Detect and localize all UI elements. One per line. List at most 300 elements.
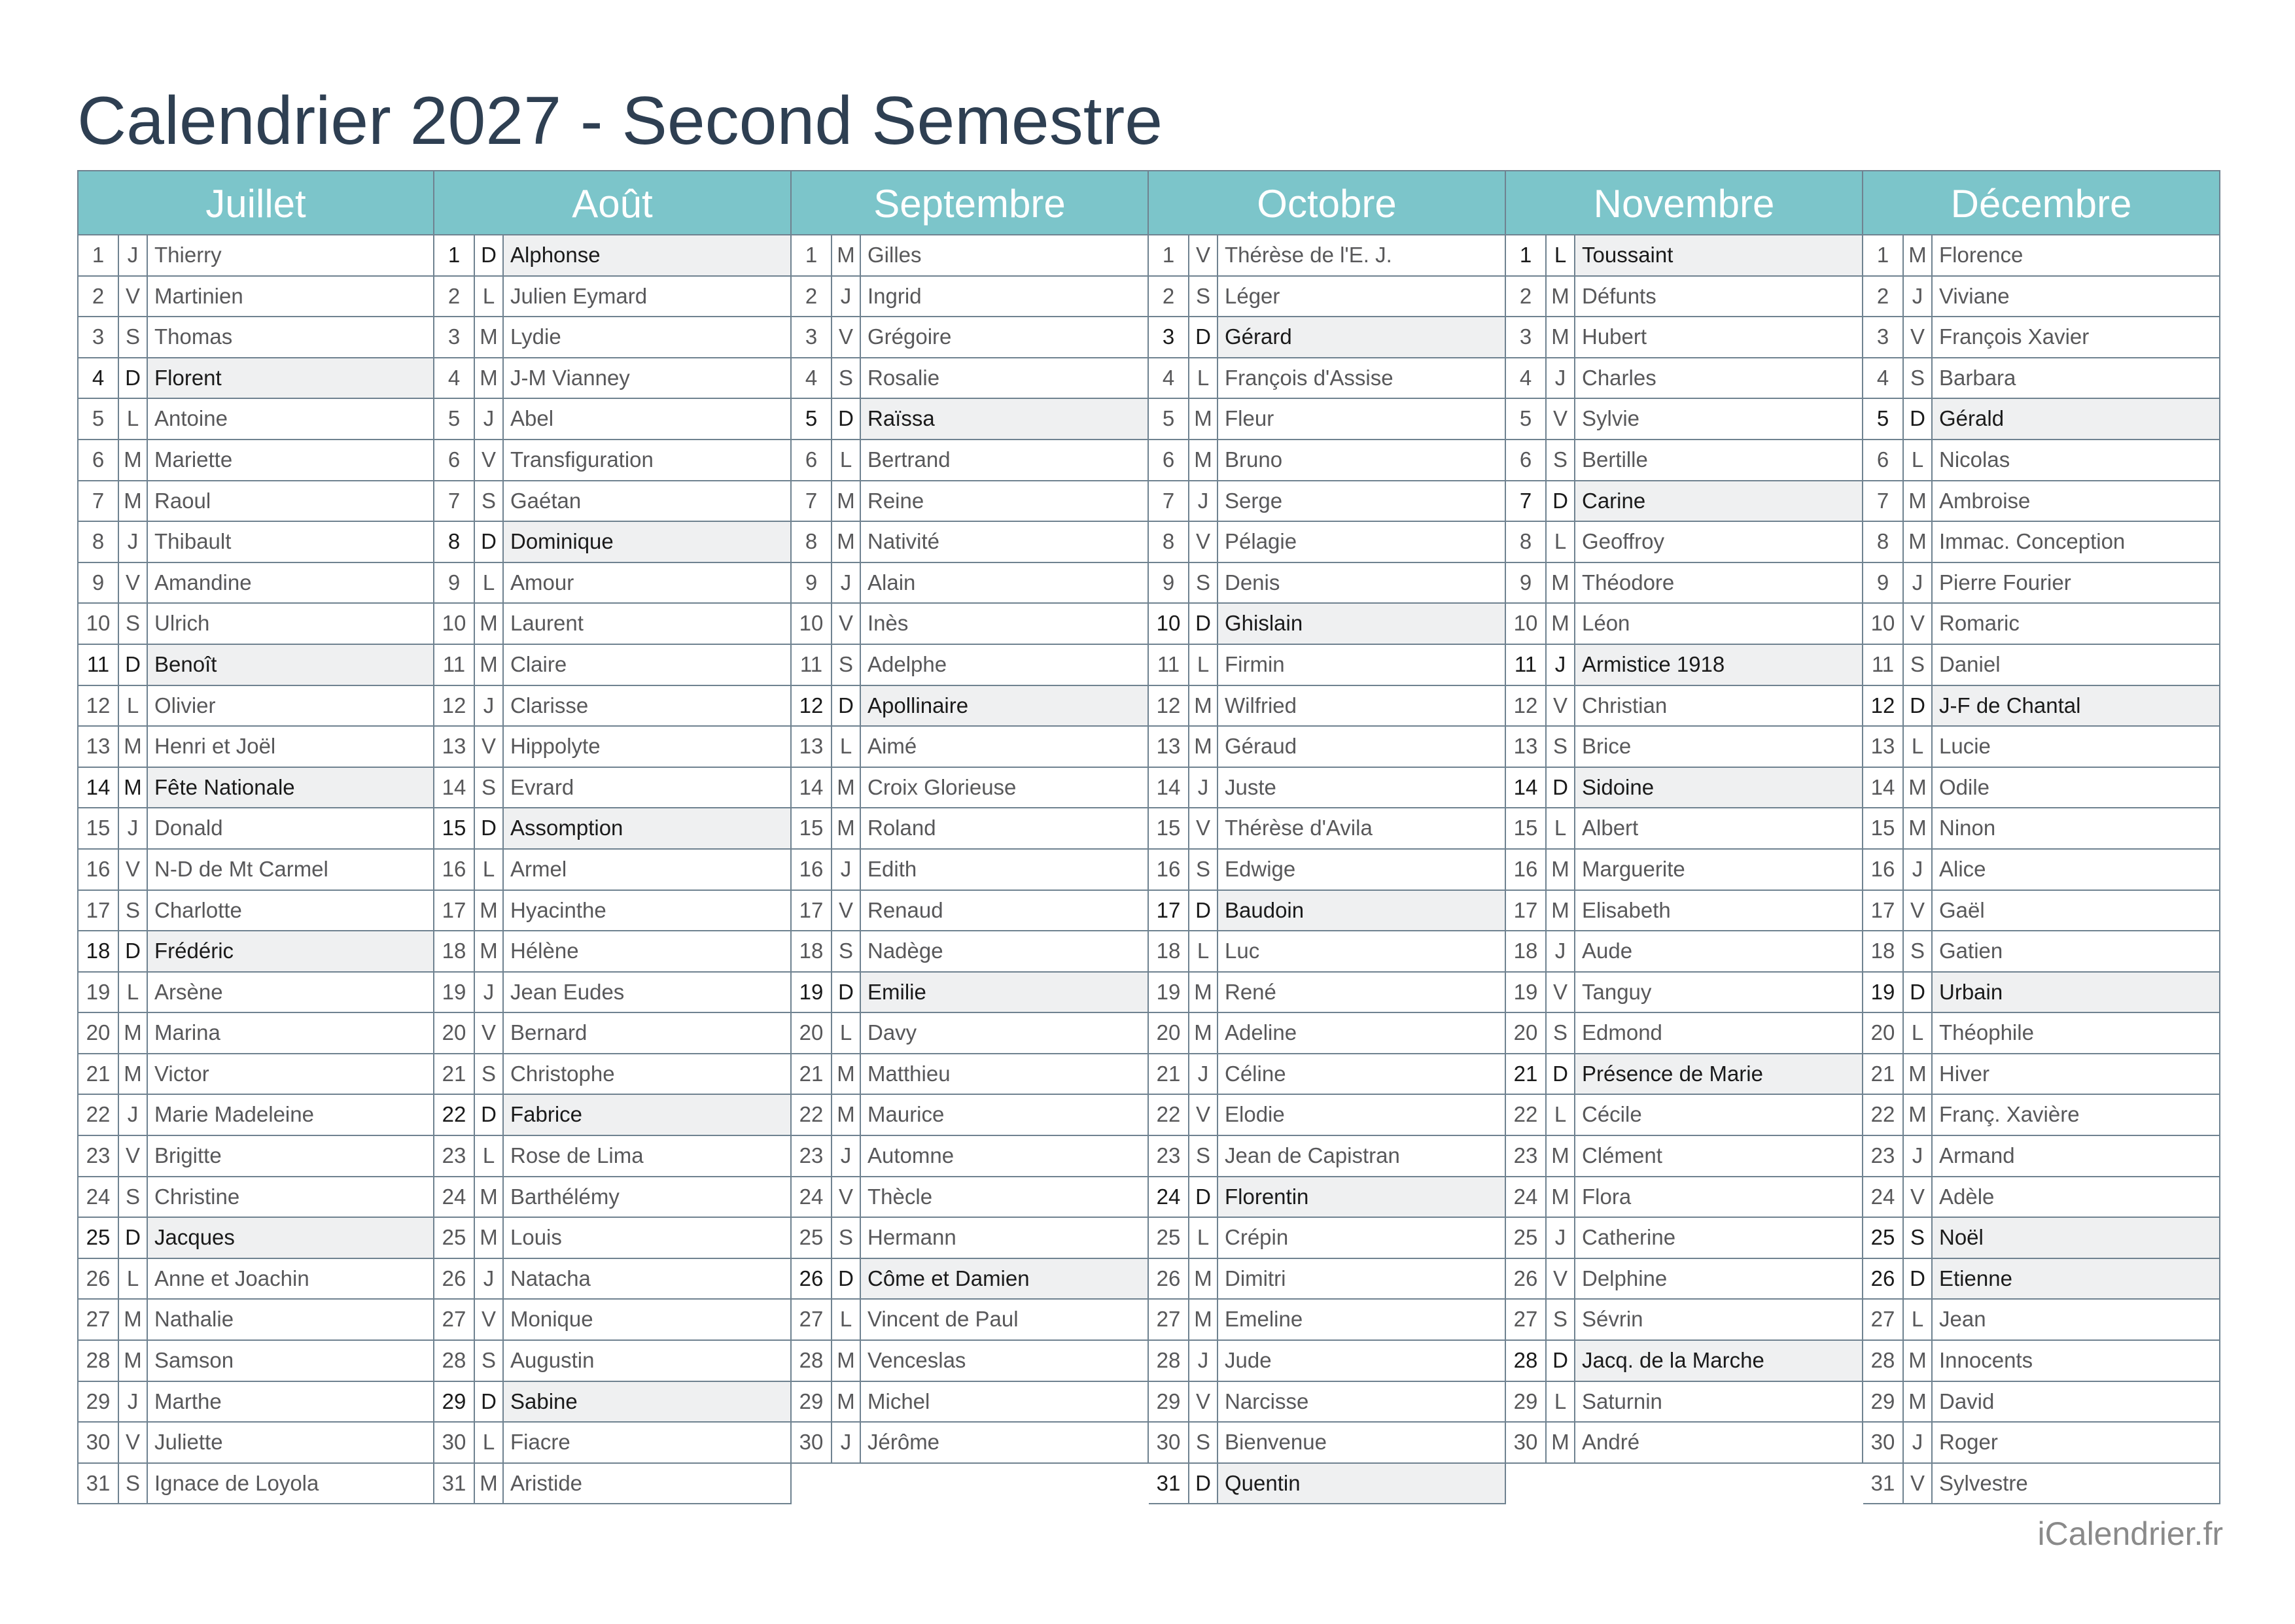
weekday-letter: M <box>475 645 504 685</box>
saint-name: Côme et Damien <box>867 1266 1030 1290</box>
day-row <box>1863 686 2220 727</box>
day-row <box>77 686 434 727</box>
weekday-letter: L <box>1904 440 1933 480</box>
weekday-letter: M <box>1547 1177 1575 1217</box>
day-row <box>77 563 434 604</box>
day-row <box>792 850 1149 891</box>
day-row <box>1863 481 2220 523</box>
weekday-letter: L <box>832 727 861 767</box>
saint-name: Matthieu <box>867 1061 951 1086</box>
day-row <box>1863 1300 2220 1341</box>
weekday-letter: V <box>1547 1259 1575 1299</box>
day-number: 30 <box>434 1423 475 1462</box>
day-number: 2 <box>434 277 475 317</box>
day-number: 21 <box>1863 1054 1904 1094</box>
day-number: 9 <box>434 563 475 603</box>
weekday-letter: M <box>475 891 504 931</box>
weekday-letter: S <box>119 891 148 931</box>
day-number: 14 <box>792 768 832 808</box>
day-row <box>1863 808 2220 850</box>
saint-name: Franç. Xavière <box>1939 1102 2080 1127</box>
weekday-letter: M <box>1904 1341 1933 1381</box>
day-row <box>77 1382 434 1423</box>
day-row <box>1149 1423 1506 1464</box>
saint-name: David <box>1939 1389 1995 1413</box>
day-row <box>1506 277 1863 318</box>
weekday-letter: M <box>1189 686 1218 726</box>
day-number: 27 <box>79 1300 119 1339</box>
saint-name: Adèle <box>1939 1184 1995 1209</box>
weekday-letter: D <box>832 399 861 439</box>
day-number: 4 <box>79 358 119 398</box>
weekday-letter: V <box>1189 1095 1218 1135</box>
saint-name: Raoul <box>154 488 211 513</box>
saint-name: Renaud <box>867 897 943 922</box>
day-row <box>1506 604 1863 645</box>
saint-name: Edith <box>867 856 917 881</box>
weekday-letter: S <box>1547 727 1575 767</box>
saint-name: Olivier <box>154 693 216 717</box>
day-number: 8 <box>79 522 119 562</box>
saint-name: Thierry <box>154 243 222 267</box>
weekday-letter: M <box>1904 481 1933 521</box>
saint-name: Florence <box>1939 243 2023 267</box>
day-number: 20 <box>1863 1013 1904 1053</box>
day-number: 11 <box>792 645 832 685</box>
day-row <box>792 1341 1149 1382</box>
day-row <box>1506 317 1863 358</box>
day-row <box>1863 1095 2220 1136</box>
weekday-letter: S <box>1189 563 1218 603</box>
day-number: 26 <box>1149 1259 1189 1299</box>
saint-name: Jean Eudes <box>510 979 625 1004</box>
day-row <box>792 563 1149 604</box>
weekday-letter: M <box>1189 1013 1218 1053</box>
day-number: 9 <box>1863 563 1904 603</box>
weekday-letter: D <box>1189 317 1218 357</box>
weekday-letter: V <box>1189 1382 1218 1422</box>
day-row <box>1149 277 1506 318</box>
day-row <box>1506 808 1863 850</box>
weekday-letter: M <box>1904 768 1933 808</box>
day-row <box>1863 317 2220 358</box>
day-number: 18 <box>79 931 119 971</box>
day-number: 18 <box>434 931 475 971</box>
day-row <box>77 645 434 686</box>
day-number: 20 <box>1506 1013 1547 1053</box>
saint-name: Alphonse <box>510 243 601 267</box>
day-number: 24 <box>1506 1177 1547 1217</box>
day-number: 12 <box>1149 686 1189 726</box>
day-row <box>1863 891 2220 932</box>
day-number: 19 <box>1863 973 1904 1012</box>
day-number: 7 <box>1506 481 1547 521</box>
weekday-letter: M <box>832 1341 861 1381</box>
day-number: 16 <box>1506 850 1547 890</box>
weekday-letter: M <box>1189 1300 1218 1339</box>
day-row <box>1149 850 1506 891</box>
saint-name: Assomption <box>510 816 623 840</box>
day-number: 12 <box>1506 686 1547 726</box>
weekday-letter: D <box>475 1382 504 1422</box>
weekday-letter: M <box>475 604 504 644</box>
saint-name: Thècle <box>867 1184 933 1209</box>
day-row <box>1506 399 1863 440</box>
day-row <box>77 1136 434 1177</box>
weekday-letter: M <box>1904 808 1933 848</box>
weekday-letter: V <box>475 727 504 767</box>
weekday-letter: L <box>1904 1013 1933 1053</box>
saint-name: Martinien <box>154 283 243 308</box>
weekday-letter: V <box>119 277 148 317</box>
saint-name: Fleur <box>1225 406 1274 431</box>
weekday-letter: S <box>832 931 861 971</box>
weekday-letter: S <box>1189 277 1218 317</box>
day-row <box>77 1341 434 1382</box>
weekday-letter: V <box>1904 891 1933 931</box>
day-number: 10 <box>79 604 119 644</box>
weekday-letter: M <box>832 235 861 275</box>
day-row <box>434 317 792 358</box>
month-column <box>1149 170 1506 1504</box>
saint-name: Sabine <box>510 1389 578 1413</box>
weekday-letter: V <box>832 604 861 644</box>
day-number: 3 <box>1506 317 1547 357</box>
month-column <box>77 170 434 1504</box>
saint-name: Charlotte <box>154 897 242 922</box>
weekday-letter: D <box>1904 399 1933 439</box>
weekday-letter: L <box>832 440 861 480</box>
saint-name: Frédéric <box>154 939 234 963</box>
day-row <box>1149 1054 1506 1096</box>
weekday-letter: D <box>1904 973 1933 1012</box>
day-number: 25 <box>79 1218 119 1258</box>
saint-name: Albert <box>1582 816 1639 840</box>
day-row <box>1863 768 2220 809</box>
saint-name: Rose de Lima <box>510 1143 644 1168</box>
day-row <box>792 1054 1149 1096</box>
day-row <box>77 1095 434 1136</box>
day-row <box>1149 645 1506 686</box>
saint-name: Firmin <box>1225 651 1285 676</box>
day-number: 31 <box>79 1464 119 1504</box>
saint-name: Flora <box>1582 1184 1632 1209</box>
weekday-letter: M <box>832 522 861 562</box>
day-row <box>792 1177 1149 1218</box>
saint-name: Pélagie <box>1225 529 1297 554</box>
day-row <box>792 727 1149 768</box>
day-row <box>792 686 1149 727</box>
day-number: 17 <box>434 891 475 931</box>
saint-name: Vincent de Paul <box>867 1307 1019 1332</box>
saint-name: Gérard <box>1225 324 1292 349</box>
day-number: 4 <box>1506 358 1547 398</box>
saint-name: Sylvestre <box>1939 1470 2028 1495</box>
weekday-letter: S <box>475 1054 504 1094</box>
saint-name: Toussaint <box>1582 243 1673 267</box>
day-number: 27 <box>792 1300 832 1339</box>
saint-name: Adeline <box>1225 1020 1297 1045</box>
day-number: 4 <box>1149 358 1189 398</box>
day-number: 20 <box>1149 1013 1189 1053</box>
saint-name: Innocents <box>1939 1348 2033 1373</box>
day-row <box>1863 973 2220 1014</box>
day-row <box>434 645 792 686</box>
weekday-letter: V <box>1904 317 1933 357</box>
weekday-letter: S <box>832 358 861 398</box>
weekday-letter: D <box>832 973 861 1012</box>
saint-name: Louis <box>510 1225 562 1250</box>
weekday-letter: J <box>119 235 148 275</box>
day-row <box>1149 235 1506 277</box>
weekday-letter: V <box>1904 1177 1933 1217</box>
weekday-letter: J <box>1904 563 1933 603</box>
day-row <box>434 1341 792 1382</box>
day-number: 15 <box>1506 808 1547 848</box>
weekday-letter: J <box>832 850 861 890</box>
saint-name: Marie Madeleine <box>154 1102 314 1127</box>
saint-name: Benoît <box>154 651 217 676</box>
weekday-letter: M <box>832 1382 861 1422</box>
day-row <box>1149 931 1506 973</box>
day-row <box>434 768 792 809</box>
month-column <box>792 170 1149 1464</box>
weekday-letter: S <box>1904 645 1933 685</box>
saint-name: Maurice <box>867 1102 945 1127</box>
day-row <box>792 1095 1149 1136</box>
day-row <box>1149 808 1506 850</box>
day-number: 25 <box>1863 1218 1904 1258</box>
day-row <box>434 1259 792 1300</box>
weekday-letter: M <box>119 768 148 808</box>
day-row <box>1506 1341 1863 1382</box>
day-number: 5 <box>1863 399 1904 439</box>
day-row <box>1149 1095 1506 1136</box>
weekday-letter: S <box>119 1464 148 1504</box>
day-number: 29 <box>1506 1382 1547 1422</box>
saint-name: Quentin <box>1225 1470 1301 1495</box>
weekday-letter: D <box>1547 481 1575 521</box>
weekday-letter: M <box>475 1464 504 1504</box>
day-row <box>434 235 792 277</box>
saint-name: Armistice 1918 <box>1582 651 1725 676</box>
day-number: 23 <box>79 1136 119 1176</box>
saint-name: Denis <box>1225 570 1280 595</box>
day-row <box>434 891 792 932</box>
day-row <box>434 1177 792 1218</box>
saint-name: Emilie <box>867 979 926 1004</box>
day-row <box>1506 727 1863 768</box>
day-list <box>434 235 792 1504</box>
weekday-letter: D <box>475 522 504 562</box>
day-number: 3 <box>79 317 119 357</box>
day-number: 27 <box>1506 1300 1547 1339</box>
saint-name: N-D de Mt Carmel <box>154 856 328 881</box>
weekday-letter: M <box>1547 317 1575 357</box>
day-number: 30 <box>792 1423 832 1462</box>
day-row <box>434 808 792 850</box>
saint-name: Gaël <box>1939 897 1985 922</box>
day-number: 8 <box>792 522 832 562</box>
weekday-letter: M <box>475 358 504 398</box>
day-number: 1 <box>434 235 475 275</box>
day-number: 19 <box>434 973 475 1012</box>
day-row <box>1863 727 2220 768</box>
day-number: 9 <box>1149 563 1189 603</box>
weekday-letter: L <box>1547 1382 1575 1422</box>
day-number: 30 <box>1149 1423 1189 1462</box>
weekday-letter: M <box>1904 235 1933 275</box>
weekday-letter: V <box>475 440 504 480</box>
weekday-letter: M <box>119 1054 148 1094</box>
weekday-letter: J <box>832 1423 861 1462</box>
day-number: 25 <box>1149 1218 1189 1258</box>
saint-name: Fiacre <box>510 1430 570 1455</box>
saint-name: Ulrich <box>154 611 210 636</box>
day-number: 3 <box>1863 317 1904 357</box>
saint-name: René <box>1225 979 1276 1004</box>
weekday-letter: M <box>1904 522 1933 562</box>
day-row <box>1149 1382 1506 1423</box>
saint-name: Bernard <box>510 1020 587 1045</box>
day-number: 12 <box>792 686 832 726</box>
day-number: 8 <box>434 522 475 562</box>
day-row <box>792 358 1149 400</box>
weekday-letter: M <box>832 481 861 521</box>
day-row <box>1506 931 1863 973</box>
day-row <box>1863 1341 2220 1382</box>
day-row <box>434 1464 792 1505</box>
day-number: 14 <box>79 768 119 808</box>
weekday-letter: D <box>119 358 148 398</box>
day-number: 18 <box>1149 931 1189 971</box>
saint-name: Amour <box>510 570 574 595</box>
saint-name: Natacha <box>510 1266 591 1290</box>
day-number: 10 <box>792 604 832 644</box>
day-number: 28 <box>434 1341 475 1381</box>
day-number: 21 <box>1149 1054 1189 1094</box>
day-row <box>1863 931 2220 973</box>
weekday-letter: M <box>1547 604 1575 644</box>
weekday-letter: V <box>1547 973 1575 1012</box>
day-number: 7 <box>79 481 119 521</box>
day-row <box>434 686 792 727</box>
day-number: 29 <box>434 1382 475 1422</box>
weekday-letter: J <box>475 686 504 726</box>
day-row <box>1863 1259 2220 1300</box>
weekday-letter: M <box>1189 973 1218 1012</box>
saint-name: Thibault <box>154 529 232 554</box>
saint-name: Alice <box>1939 856 1986 881</box>
month-column <box>1506 170 1863 1464</box>
saint-name: Adelphe <box>867 651 947 676</box>
saint-name: Nicolas <box>1939 447 2010 472</box>
day-row <box>1506 481 1863 523</box>
weekday-letter: V <box>1547 686 1575 726</box>
day-number: 24 <box>792 1177 832 1217</box>
weekday-letter: V <box>1904 1464 1933 1504</box>
day-list <box>1863 235 2220 1504</box>
day-row <box>434 1218 792 1259</box>
month-column <box>434 170 792 1504</box>
weekday-letter: J <box>1189 768 1218 808</box>
weekday-letter: M <box>119 440 148 480</box>
weekday-letter: M <box>1904 1095 1933 1135</box>
day-row <box>1506 768 1863 809</box>
day-number: 2 <box>792 277 832 317</box>
weekday-letter: L <box>1547 522 1575 562</box>
day-number: 14 <box>1863 768 1904 808</box>
day-row <box>792 1382 1149 1423</box>
saint-name: Baudoin <box>1225 897 1305 922</box>
day-row <box>77 440 434 481</box>
weekday-letter: D <box>832 1259 861 1299</box>
weekday-letter: L <box>119 973 148 1012</box>
day-row <box>77 931 434 973</box>
weekday-letter: D <box>1904 686 1933 726</box>
calendar-grid <box>77 170 2220 1508</box>
saint-name: Croix Glorieuse <box>867 774 1017 799</box>
day-number: 10 <box>434 604 475 644</box>
day-number: 11 <box>434 645 475 685</box>
saint-name: Geoffroy <box>1582 529 1664 554</box>
weekday-letter: D <box>1904 1259 1933 1299</box>
day-number: 18 <box>1863 931 1904 971</box>
day-number: 19 <box>792 973 832 1012</box>
weekday-letter: J <box>475 399 504 439</box>
day-row <box>77 358 434 400</box>
day-number: 14 <box>1506 768 1547 808</box>
day-row <box>792 645 1149 686</box>
day-row <box>1149 604 1506 645</box>
weekday-letter: L <box>1547 235 1575 275</box>
day-row <box>434 1013 792 1054</box>
day-number: 16 <box>434 850 475 890</box>
saint-name: Cécile <box>1582 1102 1642 1127</box>
weekday-letter: M <box>475 931 504 971</box>
weekday-letter: J <box>119 1095 148 1135</box>
day-number: 17 <box>1863 891 1904 931</box>
day-row <box>1506 522 1863 563</box>
day-number: 18 <box>1506 931 1547 971</box>
weekday-letter: S <box>1547 1300 1575 1339</box>
page-title: Calendrier 2027 - Second Semestre <box>77 83 1163 159</box>
day-row <box>434 358 792 400</box>
day-row <box>1506 1177 1863 1218</box>
saint-name: Henri et Joël <box>154 734 276 759</box>
saint-name: Jacques <box>154 1225 235 1250</box>
weekday-letter: L <box>832 1013 861 1053</box>
day-number: 4 <box>1863 358 1904 398</box>
day-row <box>792 1259 1149 1300</box>
day-row <box>1506 1013 1863 1054</box>
day-number: 9 <box>1506 563 1547 603</box>
weekday-letter: J <box>1547 645 1575 685</box>
saint-name: Aude <box>1582 939 1633 963</box>
day-number: 17 <box>79 891 119 931</box>
day-number: 30 <box>1506 1423 1547 1462</box>
weekday-letter: J <box>832 1136 861 1176</box>
weekday-letter: L <box>1189 1218 1218 1258</box>
saint-name: Edwige <box>1225 856 1296 881</box>
saint-name: Jean <box>1939 1307 1986 1332</box>
saint-name: Immac. Conception <box>1939 529 2126 554</box>
weekday-letter: M <box>832 1054 861 1094</box>
weekday-letter: M <box>1189 727 1218 767</box>
saint-name: Evrard <box>510 774 574 799</box>
day-number: 23 <box>792 1136 832 1176</box>
day-number: 16 <box>1149 850 1189 890</box>
